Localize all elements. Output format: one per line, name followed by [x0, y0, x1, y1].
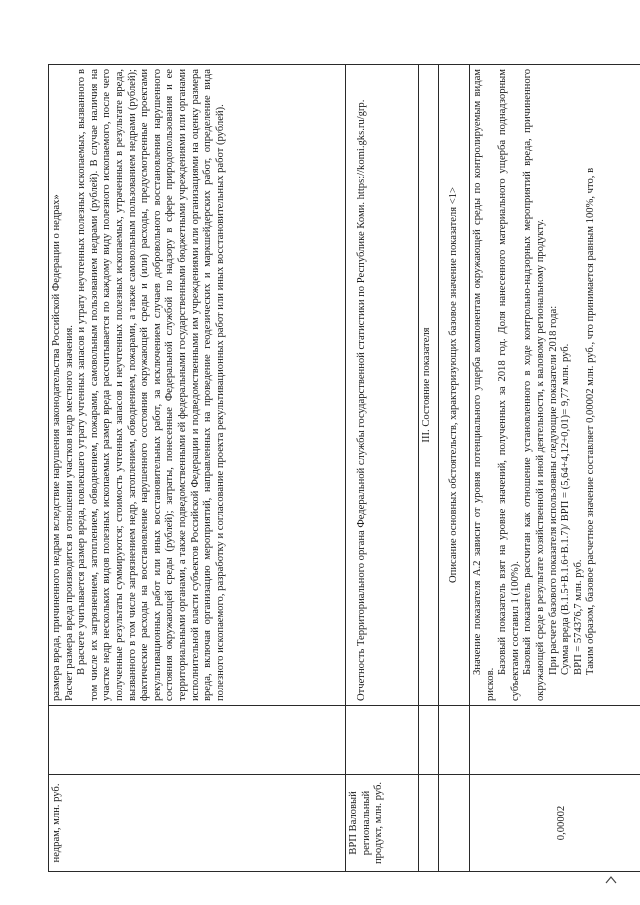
paragraph: Таким образом, базовое расчетное значение составляет 0,00002 млн. руб., что принимается равным 100%, что, в: [585, 167, 597, 675]
paragraph: В расчете учитывается размер вреда, повлекшего утрату учтенных запасов и утрату неучтенных полезных ископаемых, вызванного в том числе их загрязнением, затоплением, обводнением, пожарами, самовольным пользованием недрами (рублей). В случае наличия на участке недр нескольких видов полезных ископаемых размер вреда рассчитывается по каждому виду полезного ископаемого, после чего полученные результаты суммируются; стоимость учтенных запасов и неучтенных полезных ископаемых, утраченных в результате вреда, вызванного в том числе загрязнением недр, затоплением, обводнением, пожарами, а также самовольным пользованием недрами (рублей); фактические расходы на восстановление нарушенного состояния окружающей среды и (или) расходы, предусмотренные проектами рекультивационных работ или иных восстановительных работ, за исключением случаев добровольного восстановления нарушенного состояния окружающей среды (рублей); затраты, понесенные Федеральной службой по надзору в сфере природопользования и ее территориальными органами, а также подведомственными ей федеральными государственными бюджетными учреждениями или органами исполнительной власти субъектов Российской Федерации и подведомственными им учреждениями или организациями на оценку размера вреда, включая организацию мероприятий, направленных на проведение геодезических и маркшейдерских работ, определение вида полезного ископаемого, разработку и согласование проекта рекультивационных работ или иных восстановительных работ (рублей).: [76, 69, 226, 701]
paragraph: При расчете базового показателя использованы следующие показатели 2018 года:: [547, 305, 559, 675]
description-cell: [346, 65, 419, 706]
empty-cell: [439, 706, 470, 775]
paragraph: Базовый показатель взят на уровне значений, полученных за 2018 год. Доля нанесенного материального ущерба поднадзорным субъектами составил 1 (100%).: [497, 69, 521, 701]
section-title: III. Состояние показателя: [419, 65, 439, 706]
base-value: 0,00002: [470, 775, 640, 872]
paragraph: Базовый показатель рассчитан как отношение установленного в ходе контрольно-надзорных мероприятий вреда, причиненного окружающей среде в результате хозяйственной и иной деятельности, к валовому региональному продукту.: [522, 69, 546, 701]
description-cell: [470, 65, 640, 706]
description-header: Описание основных обстоятельств, характеризующих базовое значение показателя <1>: [439, 65, 470, 706]
empty-cell: [439, 775, 470, 872]
paragraph: Отчетность Территориального органа Федеральной службы государственной статистики по Республике Коми. https://komi.gks.ru/grp.: [356, 99, 367, 701]
empty-cell: [419, 775, 439, 872]
indicator-table: [48, 64, 640, 872]
page-corner-mark: [604, 872, 618, 882]
row-label-grp: ВРП Валовый региональный продукт, млн. руб.: [346, 775, 419, 872]
value-cell-empty: [346, 706, 419, 775]
empty-cell: [470, 706, 640, 775]
description-cell: [49, 65, 346, 706]
paragraph: размера вреда, причиненного недрам вследствие нарушения законодательства Российской Федерации о недрах»: [51, 194, 62, 701]
paragraph: Расчет размера вреда производится в отношении участков недр местного значения.: [63, 325, 75, 701]
table-row: [346, 65, 419, 872]
table-row: [470, 65, 640, 872]
paragraph: Сумма вреда (В.1.5+В.1.6+В.1.7)/ ВРП = (5,64+4,12+0,01)= 9,77 млн. руб.: [560, 343, 572, 675]
value-cell-empty: [49, 706, 346, 775]
empty-cell: [419, 706, 439, 775]
table-row: [419, 65, 439, 872]
table-row: [439, 65, 470, 872]
paragraph: Значение показателя А.2 зависит от уровня потенциального ущерба компонентам окружающей среды по контролируемым видам рисков.: [472, 69, 496, 701]
paragraph: ВРП = 574376,7 млн. руб.: [572, 559, 584, 675]
row-label-harm-subsoil: недрам, млн. руб.: [49, 775, 346, 872]
table-row: [49, 65, 346, 872]
